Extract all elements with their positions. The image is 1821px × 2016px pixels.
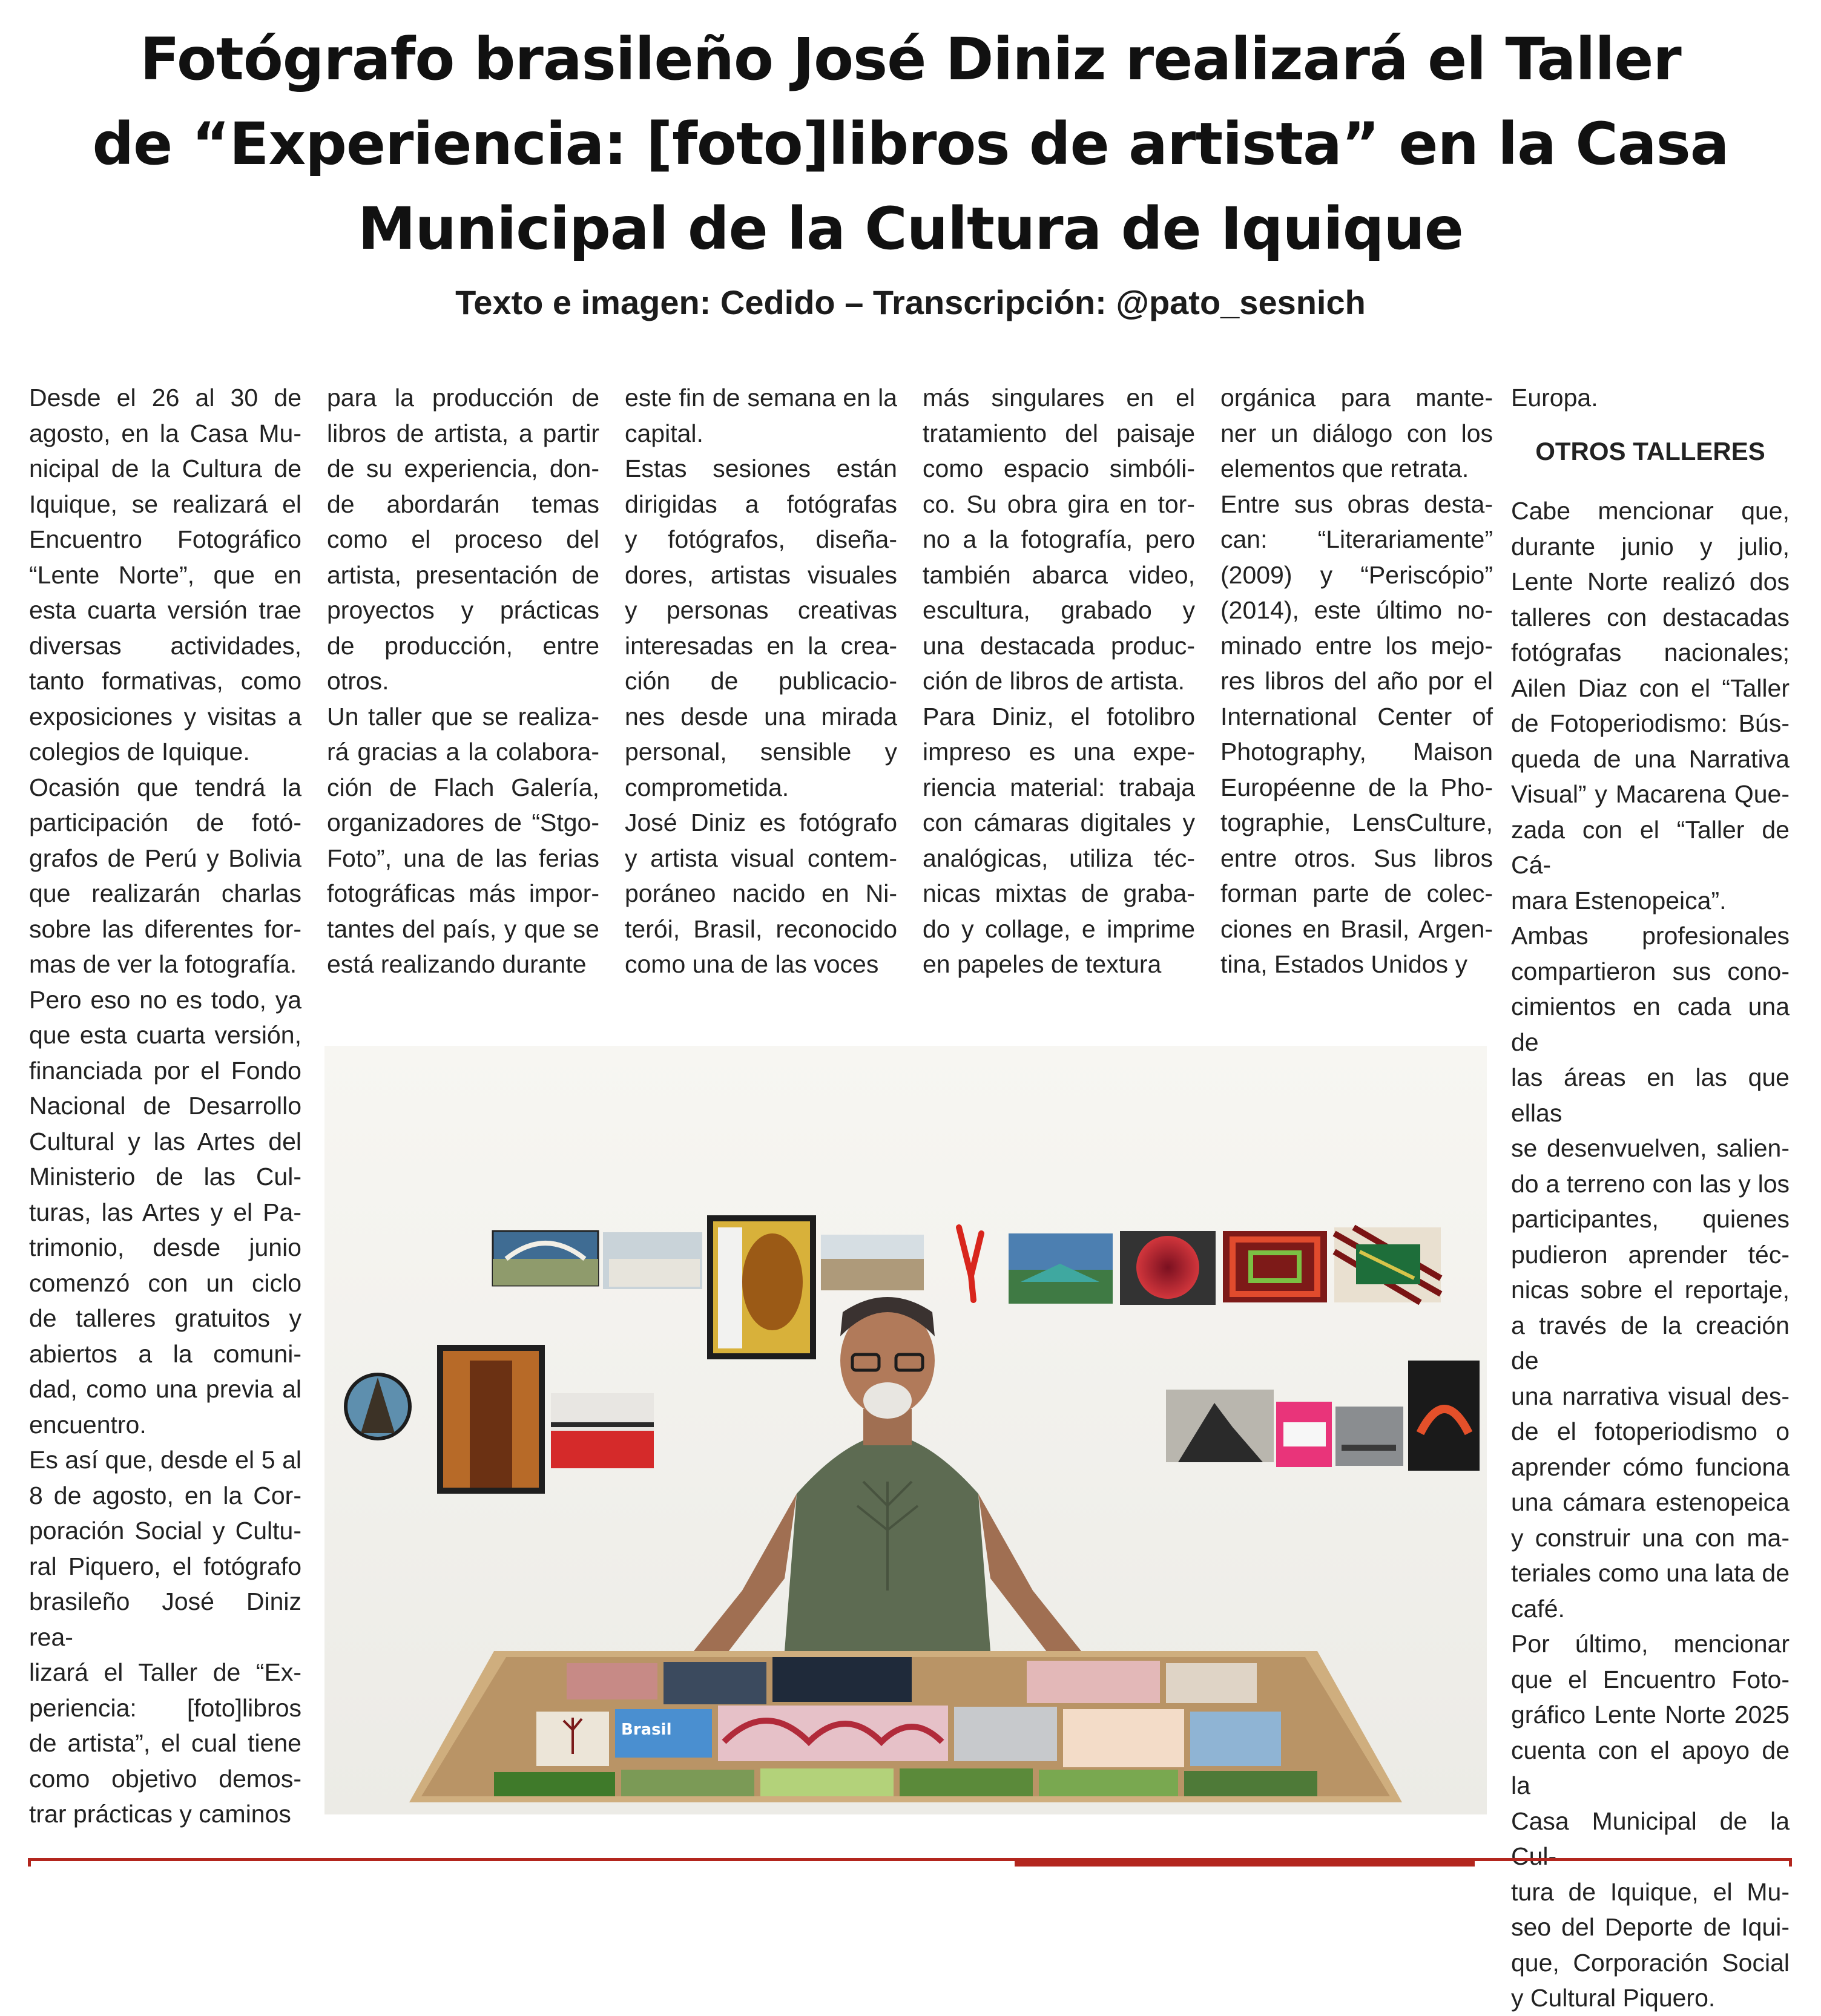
- text-line: Estas sesiones están: [625, 455, 897, 482]
- text-line: que realizarán charlas: [29, 879, 301, 907]
- text-line: tanto formativas, como: [29, 667, 301, 695]
- text-line: nes desde una mirada: [625, 702, 897, 731]
- text-line: trimonio, desde junio: [29, 1233, 301, 1261]
- text-line: zada con el “Taller de Cá-: [1511, 815, 1790, 879]
- footer-red-tab: [1015, 1859, 1475, 1867]
- text-line: una destacada produc-: [923, 631, 1195, 660]
- text-line: fotógrafas nacionales;: [1511, 639, 1790, 666]
- text-line: que, Corporación Social: [1511, 1948, 1790, 1977]
- text-line: de su experiencia, don-: [327, 455, 599, 482]
- text-line: otros.: [327, 667, 389, 695]
- text-line: como espacio simbóli-: [923, 455, 1195, 482]
- text-line: gráfico Lente Norte 2025: [1511, 1701, 1790, 1729]
- text-line: talleres con destacadas: [1511, 603, 1790, 631]
- text-line: ción de Flach Galería,: [327, 773, 599, 801]
- paragraph: [1511, 380, 1790, 416]
- text-line: tura de Iquique, el Mu-: [1511, 1877, 1790, 1906]
- text-line: tographie, LensCulture,: [1220, 809, 1493, 836]
- text-line: participación de fotó-: [29, 809, 301, 836]
- text-line: nicas mixtas de graba-: [923, 879, 1195, 907]
- text-line: las áreas en las que ellas: [1511, 1063, 1790, 1127]
- text-line: Cabe mencionar que,: [1511, 497, 1790, 525]
- text-line: y personas creativas: [625, 596, 897, 624]
- text-line: exposiciones y visitas a: [29, 702, 301, 731]
- text-line: y artista visual contem-: [625, 844, 897, 872]
- text-line: do y collage, e imprime: [923, 914, 1195, 943]
- text-line: Pero eso no es todo, ya: [29, 985, 301, 1014]
- text-line: Entre sus obras desta-: [1220, 490, 1493, 518]
- book-label: Brasil: [621, 1721, 672, 1739]
- text-line: personal, sensible y: [625, 738, 897, 766]
- text-line: trar prácticas y caminos: [29, 1800, 291, 1828]
- text-line: co. Su obra gira en tor-: [923, 490, 1195, 518]
- text-line: financiada por el Fondo: [29, 1056, 301, 1085]
- display-table: [409, 1651, 1402, 1802]
- text-line: organizadores de “Stgo-: [327, 809, 599, 836]
- text-line: de abordarán temas: [327, 490, 599, 518]
- text-line: poración Social y Cultu-: [29, 1517, 301, 1545]
- text-line: sobre las diferentes for-: [29, 914, 301, 943]
- paragraph: [1511, 1626, 1790, 2016]
- column-6-body: [1511, 493, 1790, 2016]
- text-line: Foto”, una de las ferias: [327, 844, 599, 872]
- text-line: (2014), este último no-: [1220, 596, 1493, 624]
- text-line: Es así que, desde el 5 al: [29, 1446, 301, 1474]
- paragraph: [29, 770, 301, 982]
- text-line: seo del Deporte de Iqui-: [1511, 1913, 1790, 1941]
- text-line: Ocasión que tendrá la: [29, 773, 301, 801]
- article-credit: Texto e imagen: Cedido – Transcripción: @pato_sesnich: [455, 283, 1366, 321]
- text-line: elementos que retrata.: [1220, 455, 1469, 482]
- column-6-intro: [1511, 380, 1790, 416]
- headline-line: Municipal de la Cultura de Iquique: [358, 195, 1463, 263]
- text-line: brasileño José Diniz rea-: [29, 1588, 301, 1651]
- text-line: esta cuarta versión trae: [29, 596, 301, 624]
- text-line: Iquique, se realizará el: [29, 490, 301, 518]
- text-line: ción de publicacio-: [625, 667, 897, 695]
- text-line: dirigidas a fotógrafas: [625, 490, 897, 518]
- text-line: aprender cómo funciona: [1511, 1453, 1790, 1481]
- text-column-4: [923, 380, 1195, 982]
- text-line: Ambas profesionales: [1511, 922, 1790, 950]
- paragraph: [1220, 487, 1493, 982]
- paragraph: [29, 380, 301, 770]
- text-line: Ministerio de las Cul-: [29, 1163, 301, 1190]
- text-line: café.: [1511, 1594, 1565, 1623]
- text-line: “Lente Norte”, que en: [29, 560, 301, 589]
- text-line: y fotógrafos, diseña-: [625, 525, 897, 553]
- text-line: Europa.: [1511, 384, 1598, 412]
- text-line: ciones en Brasil, Argen-: [1220, 914, 1493, 943]
- article-photo: [324, 1046, 1487, 1814]
- text-line: proyectos y prácticas: [327, 596, 599, 624]
- text-line: (2009) y “Periscópio”: [1220, 560, 1493, 589]
- text-line: rá gracias a la colabora-: [327, 738, 599, 766]
- text-line: abiertos a la comuni-: [29, 1339, 301, 1368]
- text-line: Un taller que se realiza-: [327, 702, 599, 731]
- text-line: comprometida.: [625, 773, 789, 801]
- text-line: Cultural y las Artes del: [29, 1127, 301, 1155]
- text-line: fotográficas más impor-: [327, 879, 599, 907]
- text-line: y Cultural Piquero.: [1511, 1984, 1716, 2012]
- text-line: este fin de semana en la: [625, 384, 897, 412]
- text-line: como una de las voces: [625, 950, 879, 978]
- text-column-2: [327, 380, 599, 982]
- text-line: International Center of: [1220, 702, 1493, 731]
- paragraph: [923, 699, 1195, 982]
- paragraph: [327, 380, 599, 699]
- text-line: escultura, grabado y: [923, 596, 1195, 624]
- text-line: participantes, quienes: [1511, 1205, 1790, 1233]
- text-line: interesadas en la crea-: [625, 631, 897, 660]
- text-line: ner un diálogo con los: [1220, 419, 1493, 447]
- text-line: se desenvuelven, salien-: [1511, 1134, 1790, 1162]
- text-line: mas de ver la fotografía.: [29, 950, 297, 978]
- text-line: Visual” y Macarena Que-: [1511, 780, 1790, 808]
- text-line: orgánica para mante-: [1220, 384, 1493, 412]
- headline-line: Fotógrafo brasileño José Diniz realizará el Taller: [140, 25, 1681, 93]
- text-line: minado entre los mejo-: [1220, 631, 1493, 660]
- text-line: analógicas, utiliza téc-: [923, 844, 1195, 872]
- text-line: una narrativa visual des-: [1511, 1382, 1790, 1410]
- paragraph: [1511, 918, 1790, 1626]
- headline-line: de “Experiencia: [foto]libros de artista” en la Casa: [92, 110, 1729, 178]
- text-line: pudieron aprender téc-: [1511, 1240, 1790, 1269]
- text-line: con cámaras digitales y: [923, 809, 1195, 836]
- text-line: una cámara estenopeica: [1511, 1488, 1790, 1516]
- text-line: riencia material: trabaja: [923, 773, 1195, 801]
- paragraph: [1220, 380, 1493, 487]
- photo-artist-at-exhibition: [324, 1046, 1487, 1814]
- paragraph: [327, 699, 599, 982]
- text-line: turas, las Artes y el Pa-: [29, 1198, 301, 1226]
- text-line: Nacional de Desarrollo: [29, 1092, 301, 1120]
- text-line: nicipal de la Cultura de: [29, 455, 301, 482]
- text-line: durante junio y julio,: [1511, 532, 1790, 560]
- text-line: Casa Municipal de la Cul-: [1511, 1807, 1790, 1870]
- text-line: forman parte de colec-: [1220, 879, 1493, 907]
- text-line: que esta cuarta versión,: [29, 1021, 301, 1049]
- text-line: lizará el Taller de “Ex-: [29, 1658, 301, 1686]
- text-line: también abarca video,: [923, 560, 1195, 589]
- text-line: de el fotoperiodismo o: [1511, 1417, 1790, 1445]
- text-line: compartieron sus cono-: [1511, 957, 1790, 985]
- text-line: Européenne de la Pho-: [1220, 773, 1493, 801]
- text-line: José Diniz es fotógrafo: [625, 809, 897, 836]
- text-line: impreso es una expe-: [923, 738, 1195, 766]
- paragraph: [923, 380, 1195, 699]
- text-line: agosto, en la Casa Mu-: [29, 419, 301, 447]
- text-line: ral Piquero, el fotógrafo: [29, 1552, 301, 1580]
- text-line: tina, Estados Unidos y: [1220, 950, 1467, 978]
- text-line: diversas actividades,: [29, 631, 301, 660]
- text-line: poráneo nacido en Ni-: [625, 879, 897, 907]
- footer-red-border: [28, 1858, 1792, 1867]
- text-line: dores, artistas visuales: [625, 560, 897, 589]
- text-line: queda de una Narrativa: [1511, 744, 1790, 773]
- text-line: no a la fotografía, pero: [923, 525, 1195, 553]
- text-line: 8 de agosto, en la Cor-: [29, 1481, 301, 1509]
- text-line: cuenta con el apoyo de la: [1511, 1736, 1790, 1799]
- text-line: y construir una con ma-: [1511, 1523, 1790, 1552]
- text-line: Encuentro Fotográfico: [29, 525, 301, 553]
- paragraph: [625, 451, 897, 805]
- text-line: cimientos en cada una de: [1511, 993, 1790, 1056]
- article-headline: [36, 17, 1785, 271]
- text-line: can: “Literariamente”: [1220, 525, 1493, 553]
- text-line: res libros del año por el: [1220, 667, 1493, 695]
- text-line: a través de la creación de: [1511, 1311, 1790, 1374]
- text-column-3: [625, 380, 897, 982]
- text-line: dad, como una previa al: [29, 1375, 301, 1403]
- text-line: como objetivo demos-: [29, 1764, 301, 1793]
- text-line: grafos de Perú y Bolivia: [29, 844, 301, 872]
- text-line: de artista”, el cual tiene: [29, 1729, 301, 1757]
- text-line: artista, presentación de: [327, 560, 599, 589]
- text-column-1: [29, 380, 301, 1832]
- text-line: terói, Brasil, reconocido: [625, 914, 897, 943]
- text-line: colegios de Iquique.: [29, 738, 250, 766]
- text-line: do a terreno con las y los: [1511, 1169, 1790, 1198]
- text-line: en papeles de textura: [923, 950, 1162, 978]
- text-line: está realizando durante: [327, 950, 587, 978]
- text-line: teriales como una lata de: [1511, 1559, 1790, 1587]
- text-line: entre otros. Sus libros: [1220, 844, 1493, 872]
- text-line: periencia: [foto]libros: [29, 1693, 301, 1722]
- text-line: encuentro.: [29, 1410, 147, 1439]
- text-line: mara Estenopeica”.: [1511, 886, 1727, 914]
- text-line: tratamiento del paisaje: [923, 419, 1195, 447]
- text-line: comenzó con un ciclo: [29, 1269, 301, 1297]
- text-line: Lente Norte realizó dos: [1511, 568, 1790, 596]
- text-line: que el Encuentro Foto-: [1511, 1665, 1790, 1693]
- text-line: más singulares en el: [923, 384, 1195, 412]
- paragraph: [29, 1442, 301, 1832]
- text-line: de Fotoperiodismo: Bús-: [1511, 709, 1790, 737]
- text-line: de talleres gratuitos y: [29, 1304, 301, 1332]
- text-line: para la producción de: [327, 384, 599, 412]
- paragraph: [1511, 493, 1790, 918]
- text-line: Por último, mencionar: [1511, 1630, 1790, 1658]
- paragraph: [625, 380, 897, 451]
- text-line: tantes del país, y que se: [327, 914, 599, 943]
- text-line: nicas sobre el reportaje,: [1511, 1276, 1790, 1304]
- text-line: Ailen Diaz con el “Taller: [1511, 674, 1790, 702]
- text-column-5: [1220, 380, 1493, 982]
- text-line: de producción, entre: [327, 631, 599, 660]
- section-subheading: OTROS TALLERES: [1535, 436, 1765, 465]
- text-line: libros de artista, a partir: [327, 419, 599, 447]
- text-line: Photography, Maison: [1220, 738, 1493, 766]
- text-line: como el proceso del: [327, 525, 599, 553]
- text-line: Para Diniz, el fotolibro: [923, 702, 1195, 731]
- text-line: Desde el 26 al 30 de: [29, 384, 301, 412]
- paragraph: [625, 805, 897, 982]
- paragraph: [29, 982, 301, 1443]
- text-line: capital.: [625, 419, 703, 447]
- text-line: ción de libros de artista.: [923, 667, 1185, 695]
- text-column-6: [1511, 380, 1790, 2016]
